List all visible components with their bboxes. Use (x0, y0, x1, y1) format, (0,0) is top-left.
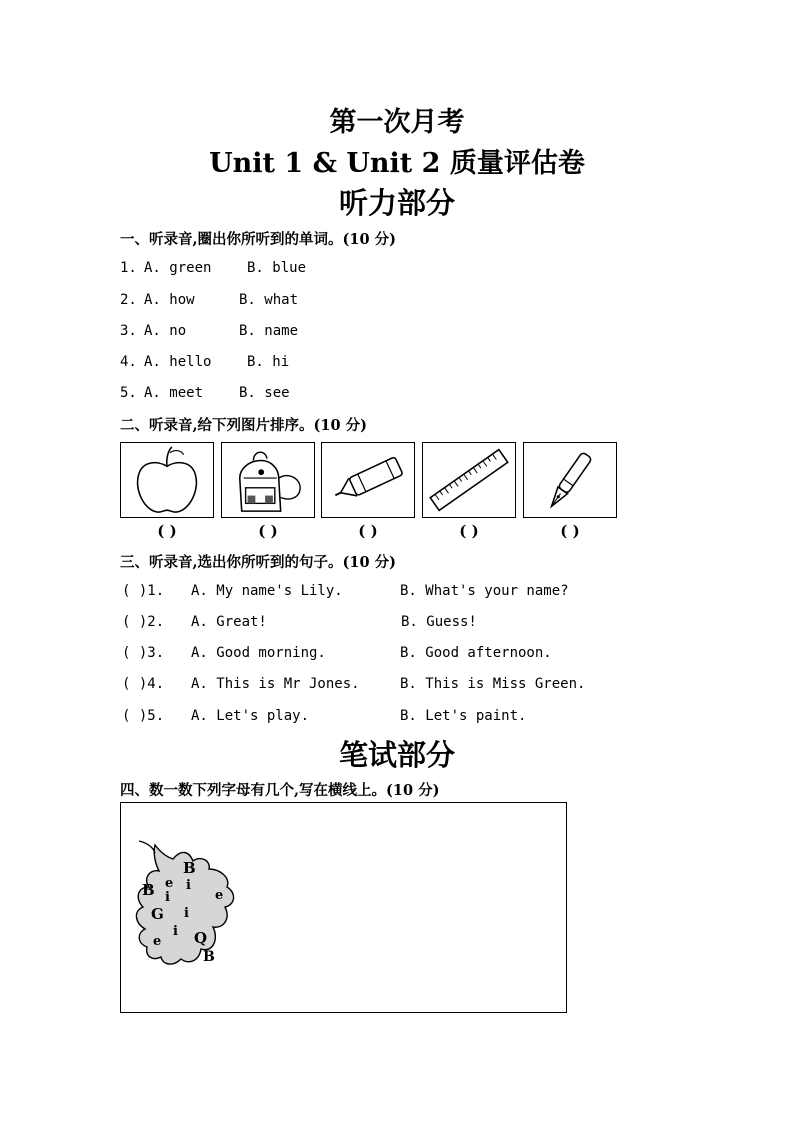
s1-item-5-num: 5. (120, 385, 137, 401)
s3-item-4-blank[interactable]: ( )4. (122, 676, 165, 692)
pen-picture (523, 442, 617, 518)
s1-item-1-option-b: B. blue (247, 260, 307, 276)
s3-item-1-option-b: B. What's your name? (400, 583, 569, 599)
pen-icon (524, 443, 616, 517)
s1-item-2-option-a: A. how (144, 292, 195, 308)
s3-item-3-option-b: B. Good afternoon. (400, 645, 552, 661)
s1-item-4-num: 4. (120, 354, 137, 370)
leaf-letter-9: i (173, 924, 178, 939)
s3-item-1-blank[interactable]: ( )1. (122, 583, 165, 599)
leaf-letter-11: Q (194, 929, 208, 947)
page-title: 第一次月考 (329, 107, 465, 138)
leaf-letter-2: e (165, 876, 174, 891)
schoolbag-icon (222, 443, 314, 517)
s1-item-3-option-b: B. name (239, 323, 299, 339)
leaf-letter-7: G (151, 905, 164, 923)
page-subtitle: Unit 1 & Unit 2 质量评估卷 (209, 148, 585, 179)
listening-heading: 听力部分 (338, 186, 455, 220)
crayon-picture (321, 442, 415, 518)
leaf-letter-6: e (215, 888, 224, 903)
s3-item-5-option-b: B. Let's paint. (400, 708, 527, 724)
crayon-icon (322, 443, 414, 517)
leaf-letter-8: i (184, 906, 189, 921)
apple-icon (121, 443, 213, 517)
answer-blank-2[interactable]: ( ) (258, 522, 278, 540)
s1-item-1-option-a: A. green (144, 260, 212, 276)
s1-item-2-option-b: B. what (239, 292, 299, 308)
section2-instruction: 二、听录音,给下列图片排序。(10 分) (120, 417, 367, 434)
letter-count-box (120, 802, 567, 1013)
ruler-icon (423, 443, 515, 517)
s3-item-2-blank[interactable]: ( )2. (122, 614, 165, 630)
s1-item-5-option-b: B. see (239, 385, 290, 401)
section1-instruction: 一、听录音,圈出你所听到的单词。(10 分) (120, 231, 396, 248)
s3-item-4-option-b: B. This is Miss Green. (400, 676, 586, 692)
s3-item-2-option-a: A. Great! (191, 614, 267, 630)
s1-item-4-option-a: A. hello (144, 354, 212, 370)
s3-item-1-option-a: A. My name's Lily. (191, 583, 343, 599)
section4-instruction: 四、数一数下列字母有几个,写在横线上。(10 分) (120, 782, 440, 799)
answer-blank-1[interactable]: ( ) (157, 522, 177, 540)
s3-item-2-option-b: B. Guess! (401, 614, 477, 630)
s1-item-3-num: 3. (120, 323, 137, 339)
answer-blank-3[interactable]: ( ) (358, 522, 378, 540)
apple-picture (120, 442, 214, 518)
s3-item-5-blank[interactable]: ( )5. (122, 708, 165, 724)
leaf-picture (127, 839, 257, 979)
s1-item-5-option-a: A. meet (144, 385, 204, 401)
writing-heading: 笔试部分 (338, 738, 455, 772)
s3-item-4-option-a: A. This is Mr Jones. (191, 676, 360, 692)
answer-blank-4[interactable]: ( ) (459, 522, 479, 540)
s1-item-4-option-b: B. hi (247, 354, 290, 370)
section3-instruction: 三、听录音,选出你所听到的句子。(10 分) (120, 554, 396, 571)
s1-item-1-num: 1. (120, 260, 137, 276)
answer-blank-5[interactable]: ( ) (560, 522, 580, 540)
ruler-picture (422, 442, 516, 518)
s1-item-2-num: 2. (120, 292, 137, 308)
leaf-letter-12: B (203, 949, 215, 965)
leaf-letter-1: B (142, 881, 155, 899)
schoolbag-picture (221, 442, 315, 518)
leaf-letter-3: B (183, 859, 196, 877)
s3-item-5-option-a: A. Let's play. (191, 708, 310, 724)
leaf-letter-5: i (186, 878, 191, 893)
s1-item-3-option-a: A. no (144, 323, 187, 339)
s3-item-3-blank[interactable]: ( )3. (122, 645, 165, 661)
s3-item-3-option-a: A. Good morning. (191, 645, 326, 661)
leaf-letter-10: e (153, 934, 162, 949)
leaf-letter-4: i (165, 890, 170, 905)
